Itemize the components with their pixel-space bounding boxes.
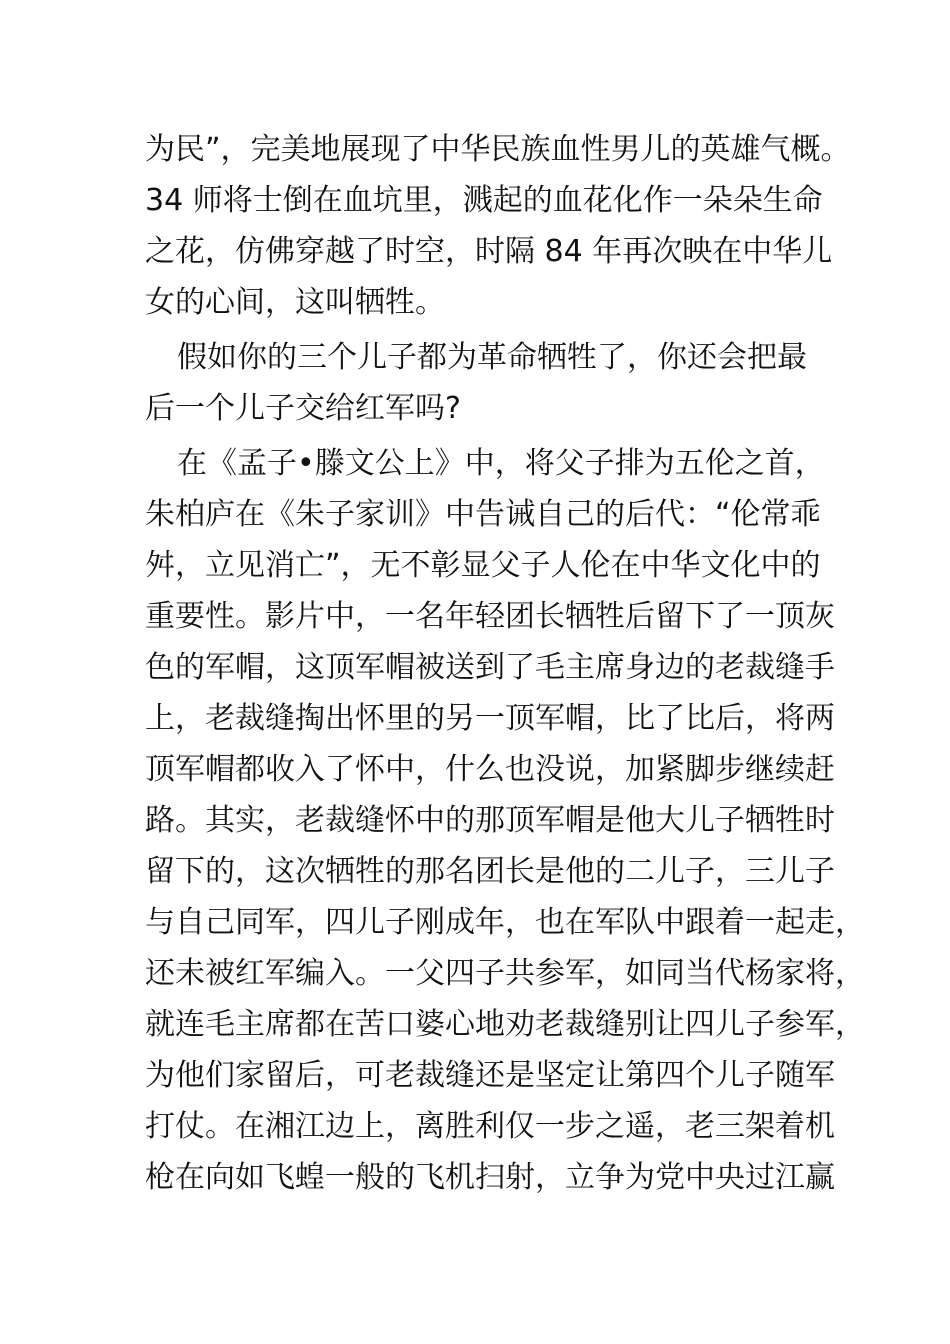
text-line: 与自己同军，四儿子刚成年，也在军队中跟着一起走， [145,905,865,940]
text-line: 枪在向如飞蝗一般的飞机扫射，立争为党中央过江赢 [145,1160,835,1195]
text-line: 重要性。影片中，一名年轻团长牺牲后留下了一顶灰 [145,599,835,634]
text-line: 就连毛主席都在苦口婆心地劝老裁缝别让四儿子参军， [145,1007,865,1042]
text-line: 打仗。在湘江边上，离胜利仅一步之遥，老三架着机 [145,1109,835,1144]
text-line: 还未被红军编入。一父四子共参军，如同当代杨家将， [145,956,865,991]
text-line: 朱柏庐在《朱子家训》中告诫自己的后代：“伦常乖 [145,497,821,532]
paragraph-question [145,332,825,434]
text-line: 路。其实，老裁缝怀中的那顶军帽是他大儿子牺牲时 [145,803,835,838]
text-line: 女的心间，这叫牺牲。 [145,285,445,320]
text-line: 为民”，完美地展现了中华民族血性男儿的英雄气概。 [145,132,851,167]
text-line: 色的军帽，这顶军帽被送到了毛主席身边的老裁缝手 [145,650,835,685]
text-line: 后一个儿子交给红军吗? [145,391,461,426]
text-line: 34 师将士倒在血坑里，溅起的血花化作一朵朵生命 [145,183,823,218]
text-line: 顶军帽都收入了怀中，什么也没说，加紧脚步继续赶 [145,752,835,787]
text-line: 留下的，这次牺牲的那名团长是他的二儿子，三儿子 [145,854,835,889]
text-line: 之花，仿佛穿越了时空，时隔 84 年再次映在中华儿 [145,234,833,269]
text-line: 在《孟子•滕文公上》中，将父子排为五伦之首， [177,446,825,481]
text-line: 为他们家留后，可老裁缝还是坚定让第四个儿子随军 [145,1058,835,1093]
text-line: 上，老裁缝掏出怀里的另一顶军帽，比了比后，将两 [145,701,835,736]
body-text [145,124,865,1203]
text-line: 舛，立见消亡”，无不彰显父子人伦在中华文化中的 [145,548,821,583]
paragraph-story [145,438,865,1203]
paragraph-continuation [145,124,851,328]
text-line: 假如你的三个儿子都为革命牺牲了，你还会把最 [177,340,807,375]
